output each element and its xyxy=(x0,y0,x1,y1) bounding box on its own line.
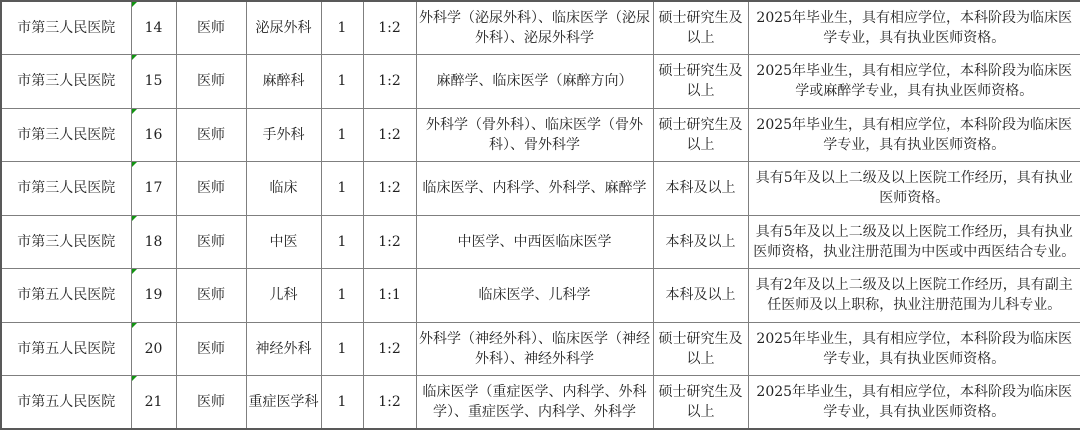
cell-education: 本科及以上 xyxy=(653,215,748,269)
cell-requirements: 具有5年及以上二级及以上医院工作经历，具有执业医师资格，执业注册范围为中医或中西医结合专业。 xyxy=(748,215,1080,269)
cell-requirements: 2025年毕业生，具有相应学位，本科阶段为临床医学专业，具有执业医师资格。 xyxy=(748,1,1080,55)
cell-education: 硕士研究生及以上 xyxy=(653,108,748,162)
green-triangle-icon xyxy=(132,2,137,7)
cell-department: 泌尿外科 xyxy=(246,1,321,55)
cell-education: 硕士研究生及以上 xyxy=(653,376,748,430)
cell-openings: 1 xyxy=(321,55,363,109)
green-triangle-icon xyxy=(132,323,137,328)
cell-hospital: 市第五人民医院 xyxy=(1,376,131,430)
cell-education: 硕士研究生及以上 xyxy=(653,1,748,55)
table-row xyxy=(1,269,1080,323)
seq-text: 16 xyxy=(144,126,163,143)
seq-text: 15 xyxy=(144,73,163,90)
table-row xyxy=(1,108,1080,162)
cell-ratio: 1:2 xyxy=(363,162,416,216)
cell-seq-number xyxy=(131,162,176,216)
cell-seq-number xyxy=(131,269,176,323)
cell-education: 本科及以上 xyxy=(653,269,748,323)
cell-position-title: 医师 xyxy=(176,376,246,430)
table-row xyxy=(1,322,1080,376)
cell-position-title: 医师 xyxy=(176,55,246,109)
cell-openings: 1 xyxy=(321,269,363,323)
cell-openings: 1 xyxy=(321,108,363,162)
table-row xyxy=(1,215,1080,269)
cell-hospital: 市第三人民医院 xyxy=(1,215,131,269)
seq-text: 14 xyxy=(144,20,163,36)
cell-ratio: 1:2 xyxy=(363,215,416,269)
cell-hospital: 市第三人民医院 xyxy=(1,108,131,162)
table-row xyxy=(1,376,1080,430)
cell-openings: 1 xyxy=(321,376,363,430)
table-row xyxy=(1,162,1080,216)
cell-requirements: 2025年毕业生，具有相应学位，本科阶段为临床医学或麻醉学专业，具有执业医师资格。 xyxy=(748,55,1080,109)
seq-text: 21 xyxy=(144,394,163,410)
cell-department: 儿科 xyxy=(246,269,321,323)
cell-majors: 外科学（骨外科）、临床医学（骨外科）、骨外科学 xyxy=(416,108,653,162)
cell-requirements: 2025年毕业生，具有相应学位，本科阶段为临床医学专业，具有执业医师资格。 xyxy=(748,108,1080,162)
cell-requirements: 2025年毕业生，具有相应学位，本科阶段为临床医学专业，具有执业医师资格。 xyxy=(748,322,1080,376)
cell-seq-number xyxy=(131,215,176,269)
cell-openings: 1 xyxy=(321,1,363,55)
cell-hospital: 市第五人民医院 xyxy=(1,322,131,376)
cell-openings: 1 xyxy=(321,162,363,216)
cell-ratio: 1:2 xyxy=(363,108,416,162)
cell-majors: 临床医学、内科学、外科学、麻醉学 xyxy=(416,162,653,216)
cell-openings: 1 xyxy=(321,322,363,376)
seq-text: 17 xyxy=(144,180,163,197)
cell-position-title: 医师 xyxy=(176,1,246,55)
green-triangle-icon xyxy=(132,109,137,114)
cell-majors: 临床医学（重症医学、内科学、外科学）、重症医学、内科学、外科学 xyxy=(416,376,653,430)
cell-position-title: 医师 xyxy=(176,162,246,216)
cell-position-title: 医师 xyxy=(176,322,246,376)
cell-openings: 1 xyxy=(321,215,363,269)
cell-ratio: 1:2 xyxy=(363,322,416,376)
seq-text: 19 xyxy=(144,287,163,304)
green-triangle-icon xyxy=(132,55,137,60)
cell-ratio: 1:2 xyxy=(363,55,416,109)
cell-department: 临床 xyxy=(246,162,321,216)
cell-seq-number xyxy=(131,1,176,55)
cell-hospital: 市第五人民医院 xyxy=(1,269,131,323)
cell-hospital: 市第三人民医院 xyxy=(1,1,131,55)
cell-education: 本科及以上 xyxy=(653,162,748,216)
seq-text: 18 xyxy=(144,233,163,250)
cell-majors: 麻醉学、临床医学（麻醉方向） xyxy=(416,55,653,109)
cell-majors: 中医学、中西医临床医学 xyxy=(416,215,653,269)
cell-seq-number xyxy=(131,322,176,376)
cell-requirements: 具有5年及以上二级及以上医院工作经历，具有执业医师资格。 xyxy=(748,162,1080,216)
cell-department: 神经外科 xyxy=(246,322,321,376)
cell-department: 麻醉科 xyxy=(246,55,321,109)
cell-seq-number xyxy=(131,55,176,109)
cell-majors: 外科学（神经外科）、临床医学（神经外科）、神经外科学 xyxy=(416,322,653,376)
cell-seq-number xyxy=(131,376,176,430)
green-triangle-icon xyxy=(132,376,137,381)
green-triangle-icon xyxy=(132,216,137,221)
cell-majors: 临床医学、儿科学 xyxy=(416,269,653,323)
cell-requirements: 2025年毕业生，具有相应学位，本科阶段为临床医学专业，具有执业医师资格。 xyxy=(748,376,1080,430)
cell-department: 重症医学科 xyxy=(246,376,321,430)
cell-department: 手外科 xyxy=(246,108,321,162)
cell-ratio: 1:2 xyxy=(363,376,416,430)
cell-position-title: 医师 xyxy=(176,269,246,323)
cell-seq-number xyxy=(131,108,176,162)
cell-department: 中医 xyxy=(246,215,321,269)
cell-hospital: 市第三人民医院 xyxy=(1,162,131,216)
cell-requirements: 具有2年及以上二级及以上医院工作经历，具有副主任医师及以上职称，执业注册范围为儿科专业。 xyxy=(748,269,1080,323)
cell-majors: 外科学（泌尿外科）、临床医学（泌尿外科）、泌尿外科学 xyxy=(416,1,653,55)
green-triangle-icon xyxy=(132,269,137,274)
green-triangle-icon xyxy=(132,162,137,167)
table-row xyxy=(1,1,1080,55)
cell-education: 硕士研究生及以上 xyxy=(653,55,748,109)
cell-education: 硕士研究生及以上 xyxy=(653,322,748,376)
cell-hospital: 市第三人民医院 xyxy=(1,55,131,109)
cell-ratio: 1:2 xyxy=(363,1,416,55)
seq-text: 20 xyxy=(144,340,163,357)
cell-position-title: 医师 xyxy=(176,215,246,269)
cell-position-title: 医师 xyxy=(176,108,246,162)
table-row xyxy=(1,55,1080,109)
cell-ratio: 1:1 xyxy=(363,269,416,323)
